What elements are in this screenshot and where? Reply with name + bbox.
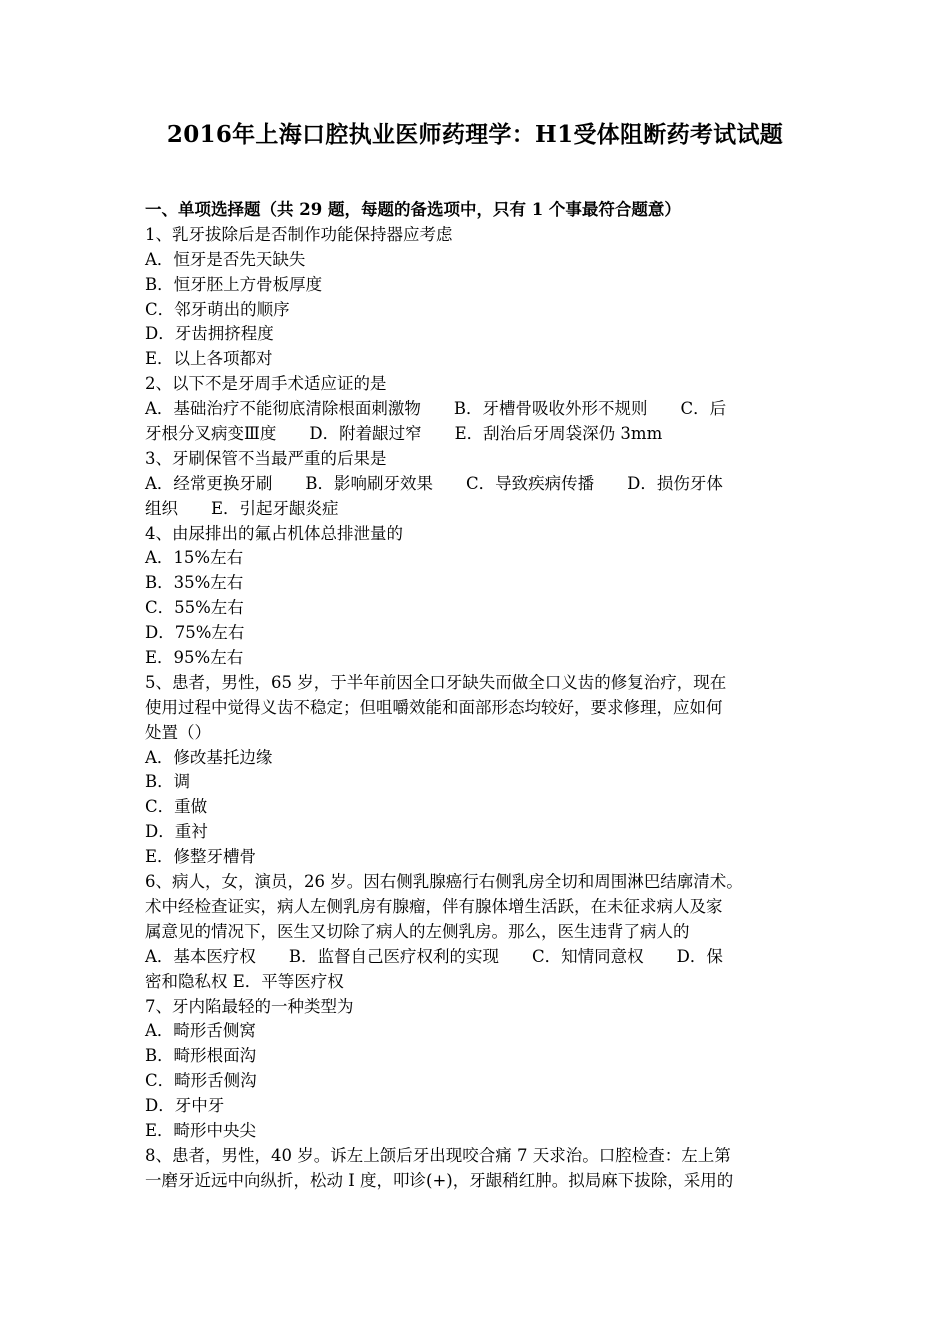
section-heading: 一、单项选择题（共 29 题，每题的备选项中，只有 1 个事最符合题意） <box>145 200 681 219</box>
text-line: 7、牙内陷最轻的一种类型为 <box>145 996 354 1016</box>
text-line: A．畸形舌侧窝 <box>145 1021 256 1041</box>
text-line: D．75%左右 <box>145 623 245 643</box>
text-line: 2、以下不是牙周手术适应证的是 <box>145 374 387 394</box>
document-title: 2016年上海口腔执业医师药理学：H1受体阻断药考试试题 <box>166 121 784 148</box>
text-line: 使用过程中觉得义齿不稳定；但咀嚼效能和面部形态均较好，要求修理，应如何 <box>145 697 723 717</box>
text-line: E．畸形中央尖 <box>145 1120 257 1140</box>
text-line: B．35%左右 <box>145 573 244 593</box>
document-body <box>145 198 810 1194</box>
text-line: 属意见的情况下，医生又切除了病人的左侧乳房。那么，医生违背了病人的 <box>145 921 690 941</box>
text-line: 牙根分叉病变Ⅲ度 D．附着龈过窄 E．刮治后牙周袋深仍 3mm <box>145 424 663 444</box>
text-line: 术中经检查证实，病人左侧乳房有腺瘤，伴有腺体增生活跃，在未征求病人及家 <box>145 896 723 916</box>
text-line: D．重衬 <box>145 822 208 842</box>
text-line: C．邻牙萌出的顺序 <box>145 299 290 319</box>
text-line: C．畸形舌侧沟 <box>145 1071 257 1091</box>
text-line: B．调 <box>145 772 191 792</box>
text-line: E．修整牙槽骨 <box>145 847 257 867</box>
text-line: B．恒牙胚上方骨板厚度 <box>145 274 323 294</box>
text-line: 4、由尿排出的氟占机体总排泄量的 <box>145 523 403 543</box>
text-line: 5、患者，男性，65 岁，于半年前因全口牙缺失而做全口义齿的修复治疗，现在 <box>145 672 727 692</box>
text-line: 密和隐私权 E．平等医疗权 <box>145 971 344 991</box>
text-line: 1、乳牙拔除后是否制作功能保持器应考虑 <box>145 224 453 244</box>
text-line: 组织 E．引起牙龈炎症 <box>145 498 339 518</box>
text-line: D．牙齿拥挤程度 <box>145 324 274 344</box>
text-line: A．恒牙是否先天缺失 <box>145 249 306 269</box>
text-line: B．畸形根面沟 <box>145 1046 257 1066</box>
text-line: E．以上各项都对 <box>145 349 273 369</box>
text-line: A．基础治疗不能彻底清除根面刺激物 B．牙槽骨吸收外形不规则 C．后 <box>145 399 727 419</box>
text-line: 一磨牙近远中向纵折，松动 I 度，叩诊(+)，牙龈稍红肿。拟局麻下拔除，采用的 <box>145 1170 734 1190</box>
text-line: 8、患者，男性，40 岁。诉左上颌后牙出现咬合痛 7 天求治。口腔检查：左上第 <box>145 1145 731 1165</box>
text-line: C．重做 <box>145 797 208 817</box>
text-line: C．55%左右 <box>145 598 244 618</box>
text-line: 处置（） <box>145 722 211 742</box>
question-lines <box>145 223 810 1194</box>
text-line: A．修改基托边缘 <box>145 747 273 767</box>
text-line: 6、病人，女，演员，26 岁。因右侧乳腺癌行右侧乳房全切和周围淋巴结廓清术。 <box>145 872 743 892</box>
text-line: A．基本医疗权 B．监督自己医疗权利的实现 C．知情同意权 D．保 <box>145 946 723 966</box>
text-line: E．95%左右 <box>145 648 244 668</box>
text-line: A．15%左右 <box>145 548 244 568</box>
text-line: 3、牙刷保管不当最严重的后果是 <box>145 448 387 468</box>
text-line: A．经常更换牙刷 B．影响刷牙效果 C．导致疾病传播 D．损伤牙体 <box>145 473 723 493</box>
text-line: D．牙中牙 <box>145 1096 225 1116</box>
